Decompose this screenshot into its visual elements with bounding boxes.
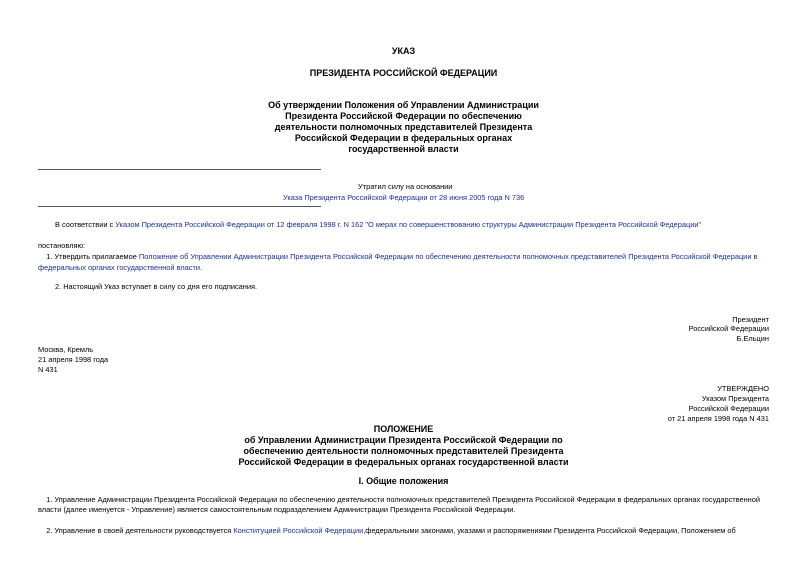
approved-stamp: УТВЕРЖДЕНО: [717, 384, 769, 393]
regulation-paragraph-2-rest: ,федеральными законами, указами и распоряжениями Президента Российской Федерации, Положением об: [363, 526, 736, 535]
section-heading: I. Общие положения: [358, 476, 449, 486]
document-subject-line: деятельности полномочных представителей Президента: [274, 122, 533, 132]
document-subject-line: государственной власти: [348, 144, 459, 154]
document-subject-line: Российской Федерации в федеральных органах: [294, 133, 513, 143]
signature-name: Б.Ельцин: [736, 334, 769, 343]
item-2: 2. Настоящий Указ вступает в силу со дня его подписания.: [55, 282, 258, 291]
regulation-title: ПОЛОЖЕНИЕ: [373, 424, 434, 434]
regulation-paragraph-2-text: 2. Управление в своей деятельности руководствуется: [46, 526, 234, 535]
approved-stamp: от 21 апреля 1998 года N 431: [667, 414, 769, 423]
document-type-title: УКАЗ: [391, 46, 416, 56]
regulation-subtitle-line: обеспечению деятельности полномочных представителей Президента: [243, 446, 564, 456]
item-1-text: 1. Утвердить прилагаемое: [46, 252, 139, 261]
approved-stamp: Российской Федерации: [688, 404, 769, 413]
regulation-subtitle-line: Российской Федерации в федеральных органах государственной власти: [238, 457, 569, 467]
approved-stamp: Указом Президента: [701, 394, 769, 403]
preamble-decree-link[interactable]: Указом Президента Российской Федерации от 12 февраля 1998 г. N 162 "О мерах по совершенствованию структуры Администрации Президента Российской Федерации": [115, 220, 702, 229]
resolved-text: постановляю:: [38, 241, 86, 250]
regulation-paragraph-2: [38, 525, 769, 536]
preamble: [55, 219, 701, 230]
signature-title: Российской Федерации: [688, 324, 769, 333]
item-1: [38, 251, 769, 262]
separator-rule: [38, 206, 321, 207]
regulation-paragraph-1-cont: власти (далее именуется - Управление) является самостоятельным подразделением Администрации Президента Российской Федерации.: [38, 505, 516, 514]
document-issuer: ПРЕЗИДЕНТА РОССИЙСКОЙ ФЕДЕРАЦИИ: [309, 68, 498, 78]
preamble-text: В соответствии с: [55, 220, 116, 229]
constitution-link[interactable]: Конституцией Российской Федерации: [233, 526, 364, 535]
document-subject-line: Об утверждении Положения об Управлении Администрации: [268, 100, 539, 110]
place: Москва, Кремль: [38, 345, 94, 354]
document-subject-line: Президента Российской Федерации по обеспечению: [285, 111, 522, 121]
lost-force-link[interactable]: Указа Президента Российской Федерации от 28 июня 2005 года N 736: [283, 193, 525, 202]
lost-force-note: Утратил силу на основании: [358, 182, 453, 191]
signature-title: Президент: [732, 315, 769, 324]
decree-number: N 431: [38, 365, 58, 374]
date: 21 апреля 1998 года: [38, 355, 109, 364]
regulation-subtitle-line: об Управлении Администрации Президента Российской Федерации по: [244, 435, 563, 445]
regulation-link[interactable]: федеральных органах государственной власти.: [38, 263, 203, 272]
separator-rule: [38, 169, 321, 170]
regulation-paragraph-1-text: 1. Управление Администрации Президента Российской Федерации по обеспечению деятельности полномочных представителей Президента Российской Федерации в федеральных органах государственной: [46, 495, 761, 504]
regulation-link[interactable]: Положение об Управлении Администрации Президента Российской Федерации по обеспечению деятельности полномочных представителей Президента Российской Федерации в: [138, 252, 758, 261]
